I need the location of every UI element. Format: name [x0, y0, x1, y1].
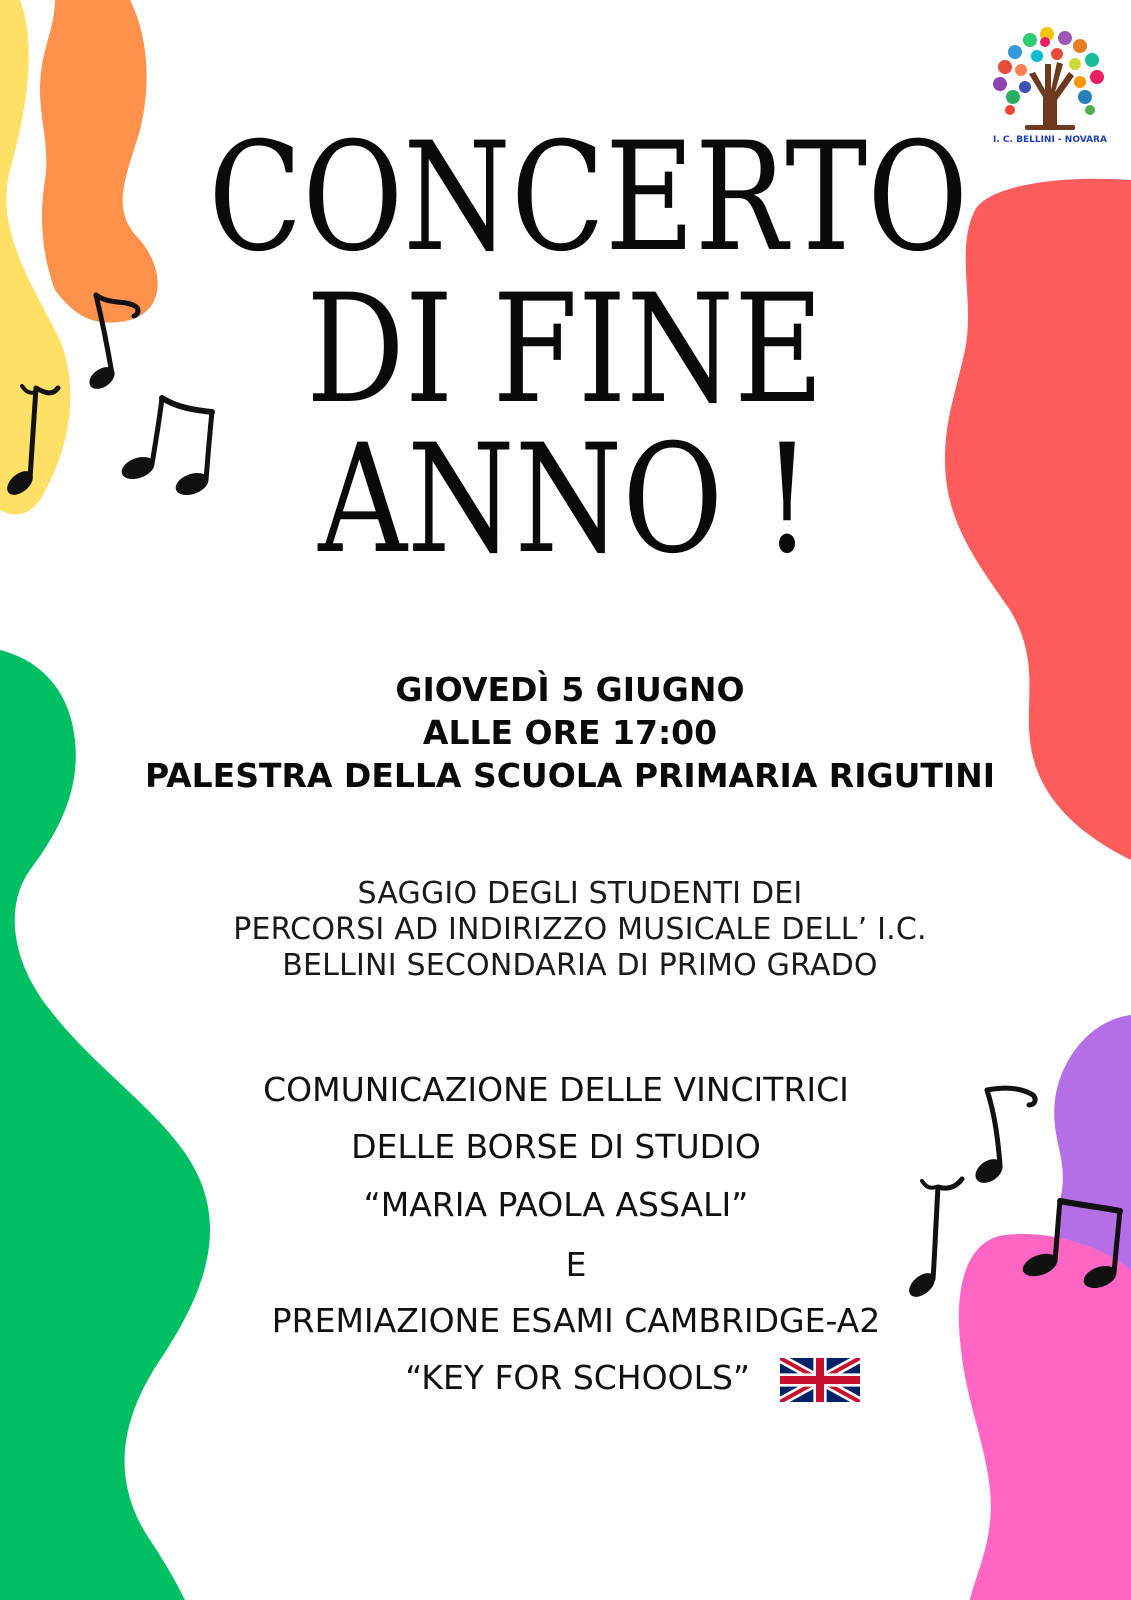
logo-caption: I. C. BELLINI - NOVARA — [993, 135, 1107, 145]
orange-wave — [40, 0, 158, 323]
awards-line-1: COMUNICAZIONE DELLE VINCITRICI — [263, 1070, 849, 1109]
awards-line-2: DELLE BORSE DI STUDIO — [351, 1127, 761, 1166]
description-line-2: PERCORSI AD INDIRIZZO MUSICALE DELL’ I.C. — [233, 912, 927, 947]
title-line-1: CONCERTO — [208, 111, 969, 285]
event-place: PALESTRA DELLA SCUOLA PRIMARIA RIGUTINI — [144, 756, 996, 795]
awards-line-4: E — [565, 1245, 587, 1284]
awards-line-5: PREMIAZIONE ESAMI CAMBRIDGE-A2 — [271, 1301, 881, 1340]
event-date: GIOVEDÌ 5 GIUGNO — [395, 670, 745, 709]
double-music-note-icon — [1010, 1195, 1131, 1300]
music-note-icon — [0, 378, 70, 503]
awards-line-6: “KEY FOR SCHOOLS” — [405, 1358, 750, 1397]
title-line-3: ANNO ! — [318, 413, 812, 587]
description-line-3: BELLINI SECONDARIA DI PRIMO GRADO — [282, 948, 878, 983]
description-line-1: SAGGIO DEGLI STUDENTI DEI — [357, 876, 803, 911]
tree-of-hands-icon — [985, 12, 1115, 147]
title-line-2: DI FINE — [306, 263, 824, 437]
awards-line-3: “MARIA PAOLA ASSALI” — [363, 1185, 749, 1224]
event-time: ALLE ORE 17:00 — [422, 713, 718, 752]
music-note-icon — [80, 290, 150, 400]
uk-flag-icon — [780, 1358, 860, 1402]
